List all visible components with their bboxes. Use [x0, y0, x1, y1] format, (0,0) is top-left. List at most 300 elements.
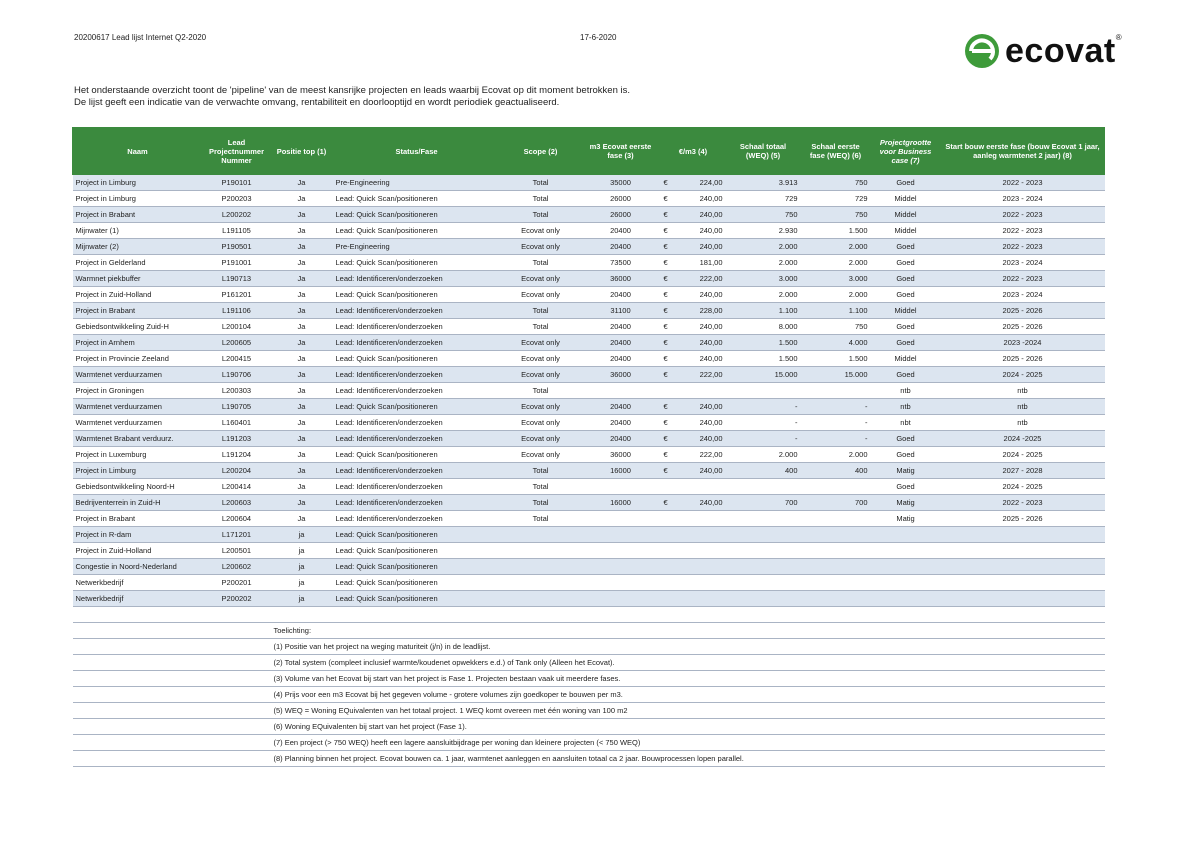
table-cell: Total	[501, 463, 581, 479]
col-header: Scope (2)	[501, 128, 581, 175]
table-cell: 2022 - 2023	[941, 207, 1105, 223]
table-cell: Ecovat only	[501, 399, 581, 415]
intro-line: De lijst geeft een indicatie van de verwachte omvang, rentabiliteit en doorlooptijd en wordt periodiek geactualiseerd.	[74, 97, 560, 108]
table-cell: Lead: Quick Scan/positioneren	[333, 543, 501, 559]
table-row	[73, 495, 1105, 511]
table-cell	[501, 591, 581, 607]
note-row	[73, 639, 1105, 655]
table-cell: 400	[801, 463, 871, 479]
document-title: 20200617 Lead lijst Internet Q2-2020	[74, 33, 207, 42]
table-cell: Total	[501, 175, 581, 191]
table-cell: P190501	[203, 239, 271, 255]
table-cell: €	[661, 239, 679, 255]
table-row	[73, 463, 1105, 479]
table-cell: Lead: Identificeren/onderzoeken	[333, 367, 501, 383]
table-cell: 240,00	[679, 351, 726, 367]
table-cell: 15.000	[801, 367, 871, 383]
table-cell	[871, 527, 941, 543]
table-cell: Ja	[271, 431, 333, 447]
table-cell: Lead: Identificeren/onderzoeken	[333, 271, 501, 287]
table-cell: Total	[501, 319, 581, 335]
table-row	[73, 447, 1105, 463]
table-cell: P200203	[203, 191, 271, 207]
table-cell: 181,00	[679, 255, 726, 271]
table-cell: Lead: Quick Scan/positioneren	[333, 399, 501, 415]
table-cell: Lead: Identificeren/onderzoeken	[333, 303, 501, 319]
table-cell: Goed	[871, 431, 941, 447]
table-cell: Project in R-dam	[73, 527, 203, 543]
table-cell: 240,00	[679, 319, 726, 335]
table-cell: 240,00	[679, 495, 726, 511]
table-cell: L200303	[203, 383, 271, 399]
table-cell: L200603	[203, 495, 271, 511]
table-cell: -	[801, 399, 871, 415]
table-cell	[501, 543, 581, 559]
table-cell: Total	[501, 191, 581, 207]
table-cell: Warmnet piekbuffer	[73, 271, 203, 287]
table-cell: 400	[726, 463, 801, 479]
col-header: Start bouw eerste fase (bouw Ecovat 1 jaar, aanleg warmtenet 2 jaar) (8)	[941, 128, 1105, 175]
table-cell: Ja	[271, 479, 333, 495]
table-cell: 222,00	[679, 271, 726, 287]
table-cell	[501, 575, 581, 591]
table-cell: €	[661, 415, 679, 431]
table-cell: L191105	[203, 223, 271, 239]
table-cell: Mijnwater (2)	[73, 239, 203, 255]
note-indent	[73, 703, 271, 719]
logo-wordmark: ecovat®	[1005, 32, 1123, 70]
table-header-row	[73, 128, 1105, 175]
col-header: Projectgrootte voor Business case (7)	[871, 128, 941, 175]
table-cell: ntb	[871, 399, 941, 415]
table-cell: 16000	[581, 495, 661, 511]
table-row	[73, 223, 1105, 239]
table-cell: Warmtenet verduurzamen	[73, 399, 203, 415]
table-cell	[679, 527, 726, 543]
table-cell: Matig	[871, 495, 941, 511]
table-cell	[941, 559, 1105, 575]
table-cell: L191106	[203, 303, 271, 319]
table-cell: €	[661, 367, 679, 383]
table-cell	[581, 511, 661, 527]
document-date: 17-6-2020	[580, 33, 617, 42]
table-cell	[726, 543, 801, 559]
table-cell: L200415	[203, 351, 271, 367]
table-cell: 20400	[581, 335, 661, 351]
table-cell: -	[726, 431, 801, 447]
table-cell: L171201	[203, 527, 271, 543]
table-cell: 750	[801, 319, 871, 335]
table-row	[73, 383, 1105, 399]
table-cell: Matig	[871, 511, 941, 527]
table-cell: 2023 -2024	[941, 335, 1105, 351]
table-cell	[871, 591, 941, 607]
table-cell: 1.500	[726, 351, 801, 367]
table-cell: Lead: Quick Scan/positioneren	[333, 527, 501, 543]
table-cell: 240,00	[679, 431, 726, 447]
table-cell: Lead: Quick Scan/positioneren	[333, 559, 501, 575]
table-cell: Ja	[271, 255, 333, 271]
table-cell: -	[801, 415, 871, 431]
table-cell	[871, 575, 941, 591]
col-header: Naam	[73, 128, 203, 175]
table-cell: nbt	[871, 415, 941, 431]
table-cell: P190101	[203, 175, 271, 191]
table-cell: 20400	[581, 351, 661, 367]
table-cell: 2.930	[726, 223, 801, 239]
table-cell: €	[661, 319, 679, 335]
table-cell	[581, 479, 661, 495]
table-cell: 228,00	[679, 303, 726, 319]
note-indent	[73, 655, 271, 671]
table-cell: €	[661, 223, 679, 239]
table-cell: Middel	[871, 207, 941, 223]
table-cell: 2024 - 2025	[941, 367, 1105, 383]
table-cell: 750	[801, 175, 871, 191]
table-cell: Ja	[271, 335, 333, 351]
table-row	[73, 207, 1105, 223]
table-cell: Project in Luxemburg	[73, 447, 203, 463]
table-cell	[581, 559, 661, 575]
table-cell: Lead: Quick Scan/positioneren	[333, 191, 501, 207]
table-cell: Lead: Identificeren/onderzoeken	[333, 479, 501, 495]
table-cell: 31100	[581, 303, 661, 319]
table-cell: L190713	[203, 271, 271, 287]
table-row	[73, 191, 1105, 207]
col-header: Status/Fase	[333, 128, 501, 175]
note-row	[73, 735, 1105, 751]
table-cell: Ja	[271, 271, 333, 287]
table-cell: Ja	[271, 287, 333, 303]
table-cell: Project in Provincie Zeeland	[73, 351, 203, 367]
table-cell: €	[661, 255, 679, 271]
table-cell: Middel	[871, 191, 941, 207]
note-indent	[73, 687, 271, 703]
note-text: (5) WEQ = Woning EQuivalenten van het totaal project. 1 WEQ komt overeen met één woning van 100 m2	[271, 703, 1105, 719]
table-cell: Goed	[871, 367, 941, 383]
table-row	[73, 303, 1105, 319]
note-text: (7) Een project (> 750 WEQ) heeft een lagere aansluitbijdrage per woning dan kleinere projecten (< 750 WEQ)	[271, 735, 1105, 751]
table-cell: 729	[801, 191, 871, 207]
note-row	[73, 623, 1105, 639]
table-cell: €	[661, 495, 679, 511]
table-cell: ntb	[941, 383, 1105, 399]
table-cell: Ja	[271, 303, 333, 319]
table-cell: L200104	[203, 319, 271, 335]
table-cell: 2022 - 2023	[941, 495, 1105, 511]
table-cell: Total	[501, 383, 581, 399]
table-cell	[581, 527, 661, 543]
table-row	[73, 431, 1105, 447]
table-cell: 2022 - 2023	[941, 271, 1105, 287]
table-cell: P200201	[203, 575, 271, 591]
table-cell: 20400	[581, 223, 661, 239]
table-cell: €	[661, 271, 679, 287]
table-cell: L200501	[203, 543, 271, 559]
table-cell: 240,00	[679, 207, 726, 223]
table-cell: 2024 -2025	[941, 431, 1105, 447]
table-cell: Ja	[271, 351, 333, 367]
table-cell	[581, 543, 661, 559]
table-cell	[871, 559, 941, 575]
table-cell: Lead: Identificeren/onderzoeken	[333, 415, 501, 431]
table-cell: Lead: Identificeren/onderzoeken	[333, 431, 501, 447]
table-cell: 26000	[581, 191, 661, 207]
table-cell: Ja	[271, 495, 333, 511]
note-text: (3) Volume van het Ecovat bij start van het project is Fase 1. Projecten bestaan vaak uit meerdere fases.	[271, 671, 1105, 687]
table-cell	[726, 383, 801, 399]
table-cell: Lead: Identificeren/onderzoeken	[333, 383, 501, 399]
table-cell: 20400	[581, 287, 661, 303]
table-cell: Ecovat only	[501, 351, 581, 367]
table-cell: Goed	[871, 447, 941, 463]
note-row	[73, 687, 1105, 703]
table-cell: 2025 - 2026	[941, 511, 1105, 527]
note-row	[73, 671, 1105, 687]
table-cell	[801, 591, 871, 607]
table-row	[73, 255, 1105, 271]
table-cell: 2027 - 2028	[941, 463, 1105, 479]
table-cell: Total	[501, 495, 581, 511]
table-cell: Middel	[871, 351, 941, 367]
table-cell	[726, 479, 801, 495]
table-cell: Goed	[871, 239, 941, 255]
table-cell: 1.500	[726, 335, 801, 351]
table-cell: Ecovat only	[501, 367, 581, 383]
note-text: (6) Woning EQuivalenten bij start van het project (Fase 1).	[271, 719, 1105, 735]
table-row	[73, 591, 1105, 607]
table-cell: 73500	[581, 255, 661, 271]
table-cell: 240,00	[679, 223, 726, 239]
table-cell: Total	[501, 303, 581, 319]
table-row	[73, 319, 1105, 335]
table-cell: Goed	[871, 335, 941, 351]
table-cell: Lead: Quick Scan/positioneren	[333, 287, 501, 303]
table-cell: 4.000	[801, 335, 871, 351]
note-row	[73, 719, 1105, 735]
table-cell: 2023 - 2024	[941, 287, 1105, 303]
note-text: Toelichting:	[271, 623, 1105, 639]
table-cell: 2025 - 2026	[941, 303, 1105, 319]
table-cell: Total	[501, 255, 581, 271]
table-cell: L160401	[203, 415, 271, 431]
table-cell	[726, 559, 801, 575]
table-cell: Goed	[871, 271, 941, 287]
table-cell: Matig	[871, 463, 941, 479]
table-cell	[661, 527, 679, 543]
table-cell: Warmtenet verduurzamen	[73, 367, 203, 383]
table-cell: Goed	[871, 255, 941, 271]
table-row	[73, 527, 1105, 543]
table-row	[73, 479, 1105, 495]
table-cell	[801, 575, 871, 591]
table-cell: ntb	[941, 399, 1105, 415]
note-text: (2) Total system (compleet inclusief warmte/koudenet opwekkers e.d.) of Tank only (Alleen het Ecovat).	[271, 655, 1105, 671]
table-cell: 15.000	[726, 367, 801, 383]
table-cell: Ja	[271, 239, 333, 255]
table-cell	[726, 591, 801, 607]
table-cell: Project in Limburg	[73, 463, 203, 479]
table-cell	[941, 527, 1105, 543]
table-cell: 2.000	[801, 255, 871, 271]
table-cell: 2.000	[726, 255, 801, 271]
table-cell	[661, 559, 679, 575]
table-cell: 20400	[581, 319, 661, 335]
table-row	[73, 511, 1105, 527]
table-cell: Mijnwater (1)	[73, 223, 203, 239]
note-text: (4) Prijs voor een m3 Ecovat bij het gegeven volume - grotere volumes zijn goedkoper te bouwen per m3.	[271, 687, 1105, 703]
table-cell	[801, 479, 871, 495]
table-row	[73, 415, 1105, 431]
table-cell: Project in Brabant	[73, 303, 203, 319]
table-cell	[801, 383, 871, 399]
table-cell: Project in Limburg	[73, 175, 203, 191]
table-cell: -	[726, 415, 801, 431]
table-cell: €	[661, 399, 679, 415]
col-header: Schaal totaal (WEQ) (5)	[726, 128, 801, 175]
col-header: Lead Projectnummer Nummer	[203, 128, 271, 175]
table-cell	[726, 527, 801, 543]
table-row	[73, 335, 1105, 351]
table-row	[73, 543, 1105, 559]
table-cell: €	[661, 191, 679, 207]
table-cell: 3.000	[726, 271, 801, 287]
table-row	[73, 175, 1105, 191]
table-cell	[661, 511, 679, 527]
table-cell: -	[801, 431, 871, 447]
table-cell: Ja	[271, 415, 333, 431]
table-cell: L200204	[203, 463, 271, 479]
table-cell: Project in Brabant	[73, 511, 203, 527]
table-cell	[941, 591, 1105, 607]
table-cell: 8.000	[726, 319, 801, 335]
intro-text	[74, 85, 630, 109]
table-cell: Project in Arnhem	[73, 335, 203, 351]
table-row	[73, 287, 1105, 303]
table-cell: Netwerkbedrijf	[73, 591, 203, 607]
table-cell: 35000	[581, 175, 661, 191]
table-cell: €	[661, 447, 679, 463]
table-cell: Total	[501, 479, 581, 495]
table-cell: Ja	[271, 447, 333, 463]
table-cell	[679, 511, 726, 527]
table-cell: 2022 - 2023	[941, 175, 1105, 191]
table-cell: P191001	[203, 255, 271, 271]
table-cell: Lead: Identificeren/onderzoeken	[333, 495, 501, 511]
table-cell: 2.000	[726, 287, 801, 303]
note-row	[73, 703, 1105, 719]
table-cell	[679, 543, 726, 559]
table-cell: 16000	[581, 463, 661, 479]
table-cell: L190706	[203, 367, 271, 383]
table-cell: Gebiedsontwikkeling Noord-H	[73, 479, 203, 495]
table-cell: Warmtenet verduurzamen	[73, 415, 203, 431]
table-cell: 240,00	[679, 415, 726, 431]
table-cell	[661, 383, 679, 399]
table-cell: €	[661, 175, 679, 191]
table-cell: Gebiedsontwikkeling Zuid-H	[73, 319, 203, 335]
note-row	[73, 655, 1105, 671]
table-cell: L200605	[203, 335, 271, 351]
table-row	[73, 367, 1105, 383]
table-cell: ja	[271, 543, 333, 559]
table-cell: P200202	[203, 591, 271, 607]
table-cell	[679, 383, 726, 399]
note-indent	[73, 751, 271, 767]
table-row	[73, 559, 1105, 575]
table-cell: Lead: Identificeren/onderzoeken	[333, 319, 501, 335]
table-cell: Lead: Quick Scan/positioneren	[333, 351, 501, 367]
table-cell: 1.500	[801, 351, 871, 367]
table-cell: Ja	[271, 383, 333, 399]
table-cell: 700	[801, 495, 871, 511]
table-cell: L200414	[203, 479, 271, 495]
table-cell: 36000	[581, 447, 661, 463]
table-cell	[661, 543, 679, 559]
table-cell: 729	[726, 191, 801, 207]
table-cell: 20400	[581, 239, 661, 255]
table-cell: 222,00	[679, 367, 726, 383]
note-indent	[73, 735, 271, 751]
table-cell: Ja	[271, 463, 333, 479]
table-cell	[661, 591, 679, 607]
table-cell: 36000	[581, 367, 661, 383]
table-cell	[581, 575, 661, 591]
table-cell: Ja	[271, 223, 333, 239]
table-cell	[726, 575, 801, 591]
table-cell: 20400	[581, 399, 661, 415]
table-cell: Project in Gelderland	[73, 255, 203, 271]
table-cell: 240,00	[679, 463, 726, 479]
table-cell	[679, 575, 726, 591]
table-cell: 700	[726, 495, 801, 511]
table-cell: L200604	[203, 511, 271, 527]
table-cell: P161201	[203, 287, 271, 303]
table-cell	[661, 479, 679, 495]
table-cell: 240,00	[679, 239, 726, 255]
lead-table	[72, 127, 1105, 767]
note-text: (8) Planning binnen het project. Ecovat bouwen ca. 1 jaar, warmtenet aanleggen en aansluiten totaal ca 2 jaar. Bouwprocessen lopen parallel.	[271, 751, 1105, 767]
table-cell: 224,00	[679, 175, 726, 191]
table-cell: Project in Zuid-Holland	[73, 543, 203, 559]
table-cell: Ja	[271, 175, 333, 191]
table-cell: ja	[271, 591, 333, 607]
table-cell	[581, 591, 661, 607]
table-cell: Goed	[871, 479, 941, 495]
table-cell: €	[661, 207, 679, 223]
table-cell: Warmtenet Brabant verduurz.	[73, 431, 203, 447]
table-cell	[581, 383, 661, 399]
table-row	[73, 351, 1105, 367]
table-cell: 240,00	[679, 191, 726, 207]
logo-e-icon	[963, 32, 1001, 70]
table-cell: 1.100	[801, 303, 871, 319]
table-cell: Ecovat only	[501, 335, 581, 351]
table-cell: Lead: Identificeren/onderzoeken	[333, 511, 501, 527]
table-cell: L191203	[203, 431, 271, 447]
table-cell: 2022 - 2023	[941, 223, 1105, 239]
table-cell: 2024 - 2025	[941, 479, 1105, 495]
table-row	[73, 399, 1105, 415]
table-cell: 2.000	[801, 287, 871, 303]
col-header: Schaal eerste fase (WEQ) (6)	[801, 128, 871, 175]
table-cell	[661, 575, 679, 591]
table-row	[73, 239, 1105, 255]
table-cell: 20400	[581, 431, 661, 447]
table-cell: Goed	[871, 319, 941, 335]
ecovat-logo	[963, 32, 1122, 70]
table-cell: 2025 - 2026	[941, 351, 1105, 367]
